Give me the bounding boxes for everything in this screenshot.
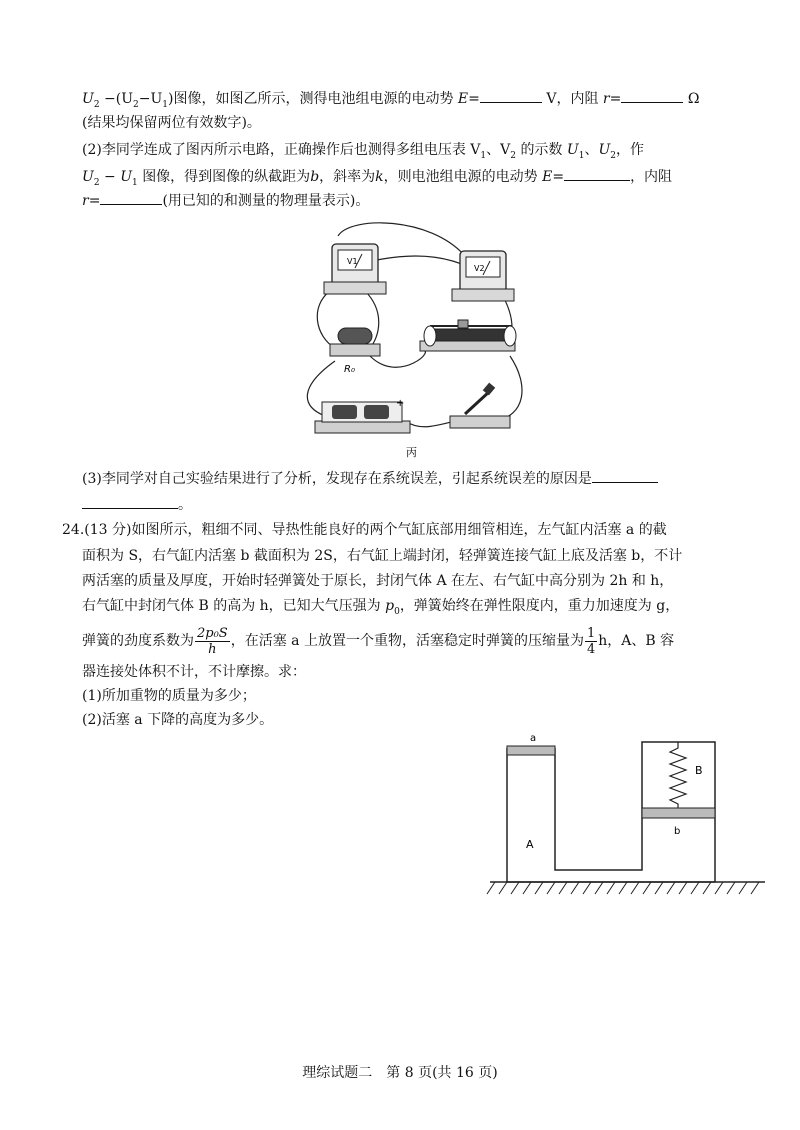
p2-l3-text: (用已知的和测量的物理量表示)。 bbox=[162, 193, 370, 209]
q23-line1: $U_2 -(U_2-U_1)$图像，如图乙所示，测得电池组电源的电动势 E= V，内阻 r= Ω bbox=[82, 88, 742, 115]
figure-caption: 丙 bbox=[406, 446, 417, 459]
answer-blank-reason[interactable] bbox=[592, 468, 658, 483]
q24-line6: 器连接处体积不计，不计摩擦。求： bbox=[82, 664, 306, 680]
answer-blank-r2[interactable] bbox=[100, 190, 162, 205]
sym-r: r bbox=[602, 91, 610, 107]
label-gas-b: B bbox=[695, 764, 703, 777]
p2-text-e: ，作 bbox=[615, 142, 644, 158]
voltmeter-v2 bbox=[452, 251, 514, 301]
q24-sub2: (2)活塞 a 下降的高度为多少。 bbox=[82, 712, 274, 728]
q24-line3: 两活塞的质量及厚度，开始时轻弹簧处于原长，封闭气体 A 在左、右气缸中高分别为 2h 和 h， bbox=[82, 573, 674, 589]
v2-label: V2 bbox=[474, 264, 485, 273]
sym-u: U bbox=[82, 91, 94, 107]
label-a: a bbox=[530, 733, 537, 744]
q24-line4: 右气缸中封闭气体 B 的高为 h，已知大气压强为 $p_0$，弹簧始终在弹性限度内，重力加速度为 g， bbox=[82, 598, 680, 617]
q24-line1: 24.(13 分)如图所示，粗细不同、导热性能良好的两个气缸底部用细管相连，左气缸内活塞 a 的截 bbox=[62, 522, 667, 538]
answer-blank-r[interactable] bbox=[621, 88, 683, 103]
q23-part2-line1: (2)李同学连成了图丙所示电路，正确操作后也测得多组电压表 $V_1$、$V_2$ 的示数 $U_1$、$U_2$，作 bbox=[82, 142, 644, 161]
battery-pack bbox=[315, 398, 410, 433]
q24-l5-c: h，A、B 容 bbox=[598, 633, 675, 649]
p2-l2-e: ，则电池组电源的电动势 bbox=[383, 169, 538, 185]
svg-text:+: + bbox=[396, 398, 405, 409]
p3-text: (3)李同学对自己实验结果进行了分析，发现存在系统误差，引起系统误差的原因是 bbox=[82, 471, 592, 487]
resistor-r0 bbox=[330, 328, 380, 375]
q23-part3-line2 bbox=[82, 494, 742, 515]
voltmeter-v1 bbox=[324, 244, 386, 294]
circuit-diagram bbox=[290, 216, 530, 466]
q23-part3-line1 bbox=[82, 468, 742, 489]
label-b: b bbox=[674, 826, 681, 837]
p2-text-c: 的示数 bbox=[520, 142, 563, 158]
spring bbox=[670, 742, 686, 808]
answer-blank-reason-2[interactable] bbox=[82, 494, 178, 509]
p3-end: 。 bbox=[178, 497, 192, 513]
q24-l5-b: ，在活塞 a 上放置一个重物，活塞稳定时弹簧的压缩量为 bbox=[230, 633, 584, 649]
q24-line2: 面积为 S，右气缸内活塞 b 截面积为 2S，右气缸上端封闭，轻弹簧连接气缸上底及活塞 b，不计 bbox=[82, 548, 683, 564]
piston-a bbox=[507, 746, 555, 755]
p2-text-b: 、V bbox=[486, 142, 511, 158]
sym-u-open: (U bbox=[115, 91, 133, 107]
p2-text-a: (2)李同学连成了图丙所示电路，正确操作后也测得多组电压表 V bbox=[82, 142, 481, 158]
sym-b: b bbox=[310, 169, 320, 185]
q23-part2-line2: $U_2 - U_1$ 图像，得到图像的纵截距为b，斜率为k，则电池组电源的电动势 E= ，内阻 bbox=[82, 166, 742, 193]
eq-sign-2: = bbox=[609, 91, 622, 107]
q23-line2: (结果均保留两位有效数字)。 bbox=[82, 115, 261, 131]
unit-ohm: Ω bbox=[687, 91, 700, 107]
frac-num: 2p₀S bbox=[197, 625, 228, 641]
q24-l4-a: 右气缸中封闭气体 B 的高为 h，已知大气压强为 bbox=[82, 598, 381, 614]
sym-minus-u: −U bbox=[138, 91, 163, 107]
q24-l4-b: ，弹簧始终在弹性限度内，重力加速度为 g， bbox=[399, 598, 680, 614]
eq-sign: = bbox=[468, 91, 480, 107]
fraction-quarter bbox=[585, 626, 597, 657]
answer-blank-e[interactable] bbox=[480, 88, 542, 103]
p2-l2-c: ，斜率为 bbox=[319, 169, 376, 185]
frac-den: h bbox=[208, 641, 217, 657]
frac2-num: 1 bbox=[586, 625, 596, 641]
r0-label: R₀ bbox=[344, 364, 355, 375]
answer-blank-e2[interactable] bbox=[564, 166, 630, 181]
frac2-den: 4 bbox=[586, 641, 596, 657]
q23-part2-line3: r= (用已知的和测量的物理量表示)。 bbox=[82, 190, 742, 211]
page-footer: 理综试题二 第 8 页(共 16 页) bbox=[302, 1065, 498, 1081]
cylinder-diagram bbox=[485, 730, 770, 900]
p2-l2-f: ，内阻 bbox=[630, 169, 673, 185]
switch bbox=[450, 383, 510, 428]
q23-text-1: )图像，如图乙所示，测得电池组电源的电动势 bbox=[168, 91, 454, 107]
rheostat bbox=[420, 320, 516, 351]
label-gas-a: A bbox=[526, 838, 534, 851]
q24-l5-a: 弹簧的劲度系数为 bbox=[82, 633, 194, 649]
p2-text-d: 、 bbox=[584, 142, 599, 158]
sym-e: E bbox=[457, 91, 469, 107]
q24-line5 bbox=[82, 621, 742, 661]
v1-label: V1 bbox=[347, 257, 358, 266]
piston-b bbox=[642, 808, 715, 818]
q24-sub1: (1)所加重物的质量为多少； bbox=[82, 688, 256, 704]
unit-v-text: V，内阻 bbox=[546, 91, 599, 107]
sym-k: k bbox=[375, 169, 384, 185]
p2-l2-a: 图像，得到图像的纵截距为 bbox=[142, 169, 311, 185]
fraction-spring-constant bbox=[195, 626, 230, 657]
